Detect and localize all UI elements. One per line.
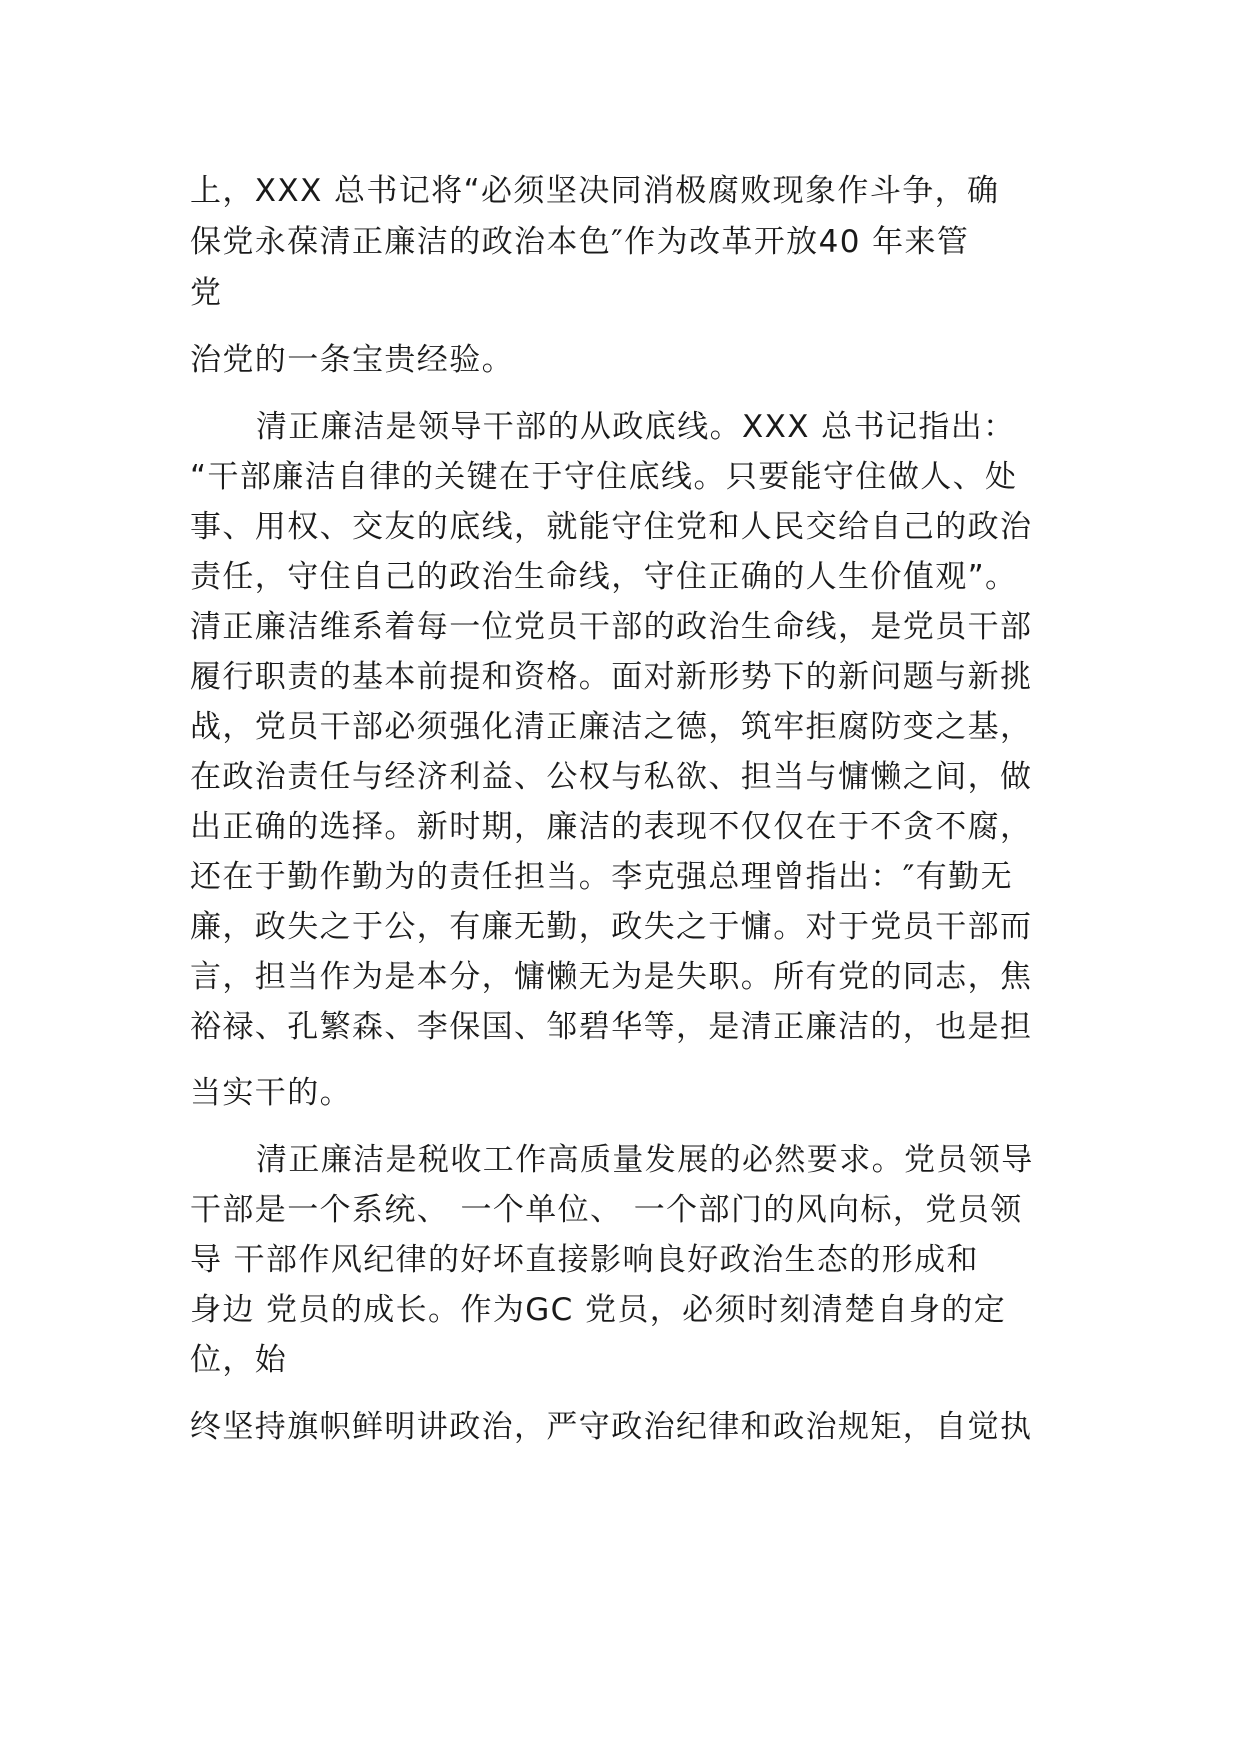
text-line: 当实干的。 (190, 1075, 352, 1111)
text-line: 清正廉洁维系着每一位党员干部的政治生命线，是党员干部 (190, 609, 1033, 645)
text-line: 位，始 (190, 1342, 288, 1378)
text-line: 干部是一个系统、 一个单位、 一个部门的风向标，党员领 (190, 1192, 1023, 1228)
paragraph-start-line: 清正廉洁是税收工作高质量发展的必然要求。党员领导 (256, 1142, 1034, 1178)
text-line: 上，XXX 总书记将“必须坚决同消极腐败现象作斗争，确 (190, 173, 1000, 209)
text-line: 事、用权、交友的底线，就能守住党和人民交给自己的政治 (190, 509, 1033, 545)
text-line: “干部廉洁自律的关键在于守住底线。只要能守住做人、处 (190, 459, 1018, 495)
text-line: 在政治责任与经济利益、公权与私欲、担当与慵懒之间，做 (190, 759, 1033, 795)
text-line: 终坚持旗帜鲜明讲政治，严守政治纪律和政治规矩，自觉执 (190, 1409, 1033, 1445)
text-line: 治党的一条宝贵经验。 (190, 342, 514, 378)
text-line: 战，党员干部必须强化清正廉洁之德，筑牢拒腐防变之基， (190, 709, 1033, 745)
text-line: 裕禄、孔繁森、李保国、邹碧华等，是清正廉洁的，也是担 (190, 1009, 1033, 1045)
text-line: 身边 党员的成长。作为GC 党员，必须时刻清楚自身的定 (190, 1292, 1007, 1328)
text-line: 出正确的选择。新时期，廉洁的表现不仅仅在于不贪不腐， (190, 809, 1033, 845)
paragraph-start-line: 清正廉洁是领导干部的从政底线。XXX 总书记指出： (256, 409, 1016, 445)
text-line: 导 干部作风纪律的好坏直接影响良好政治生态的形成和 (190, 1242, 979, 1278)
text-line: 保党永葆清正廉洁的政治本色″作为改革开放40 年来管 (190, 224, 970, 260)
text-line: 还在于勤作勤为的责任担当。李克强总理曾指出：″有勤无 (190, 859, 1013, 895)
text-line: 履行职责的基本前提和资格。面对新形势下的新问题与新挑 (190, 659, 1033, 695)
text-line: 廉，政失之于公，有廉无勤，政失之于慵。对于党员干部而 (190, 909, 1033, 945)
text-line: 言，担当作为是本分，慵懒无为是失职。所有党的同志，焦 (190, 959, 1033, 995)
text-line: 党 (190, 275, 223, 311)
text-line: 责任，守住自己的政治生命线，守住正确的人生价值观”。 (190, 559, 1018, 595)
